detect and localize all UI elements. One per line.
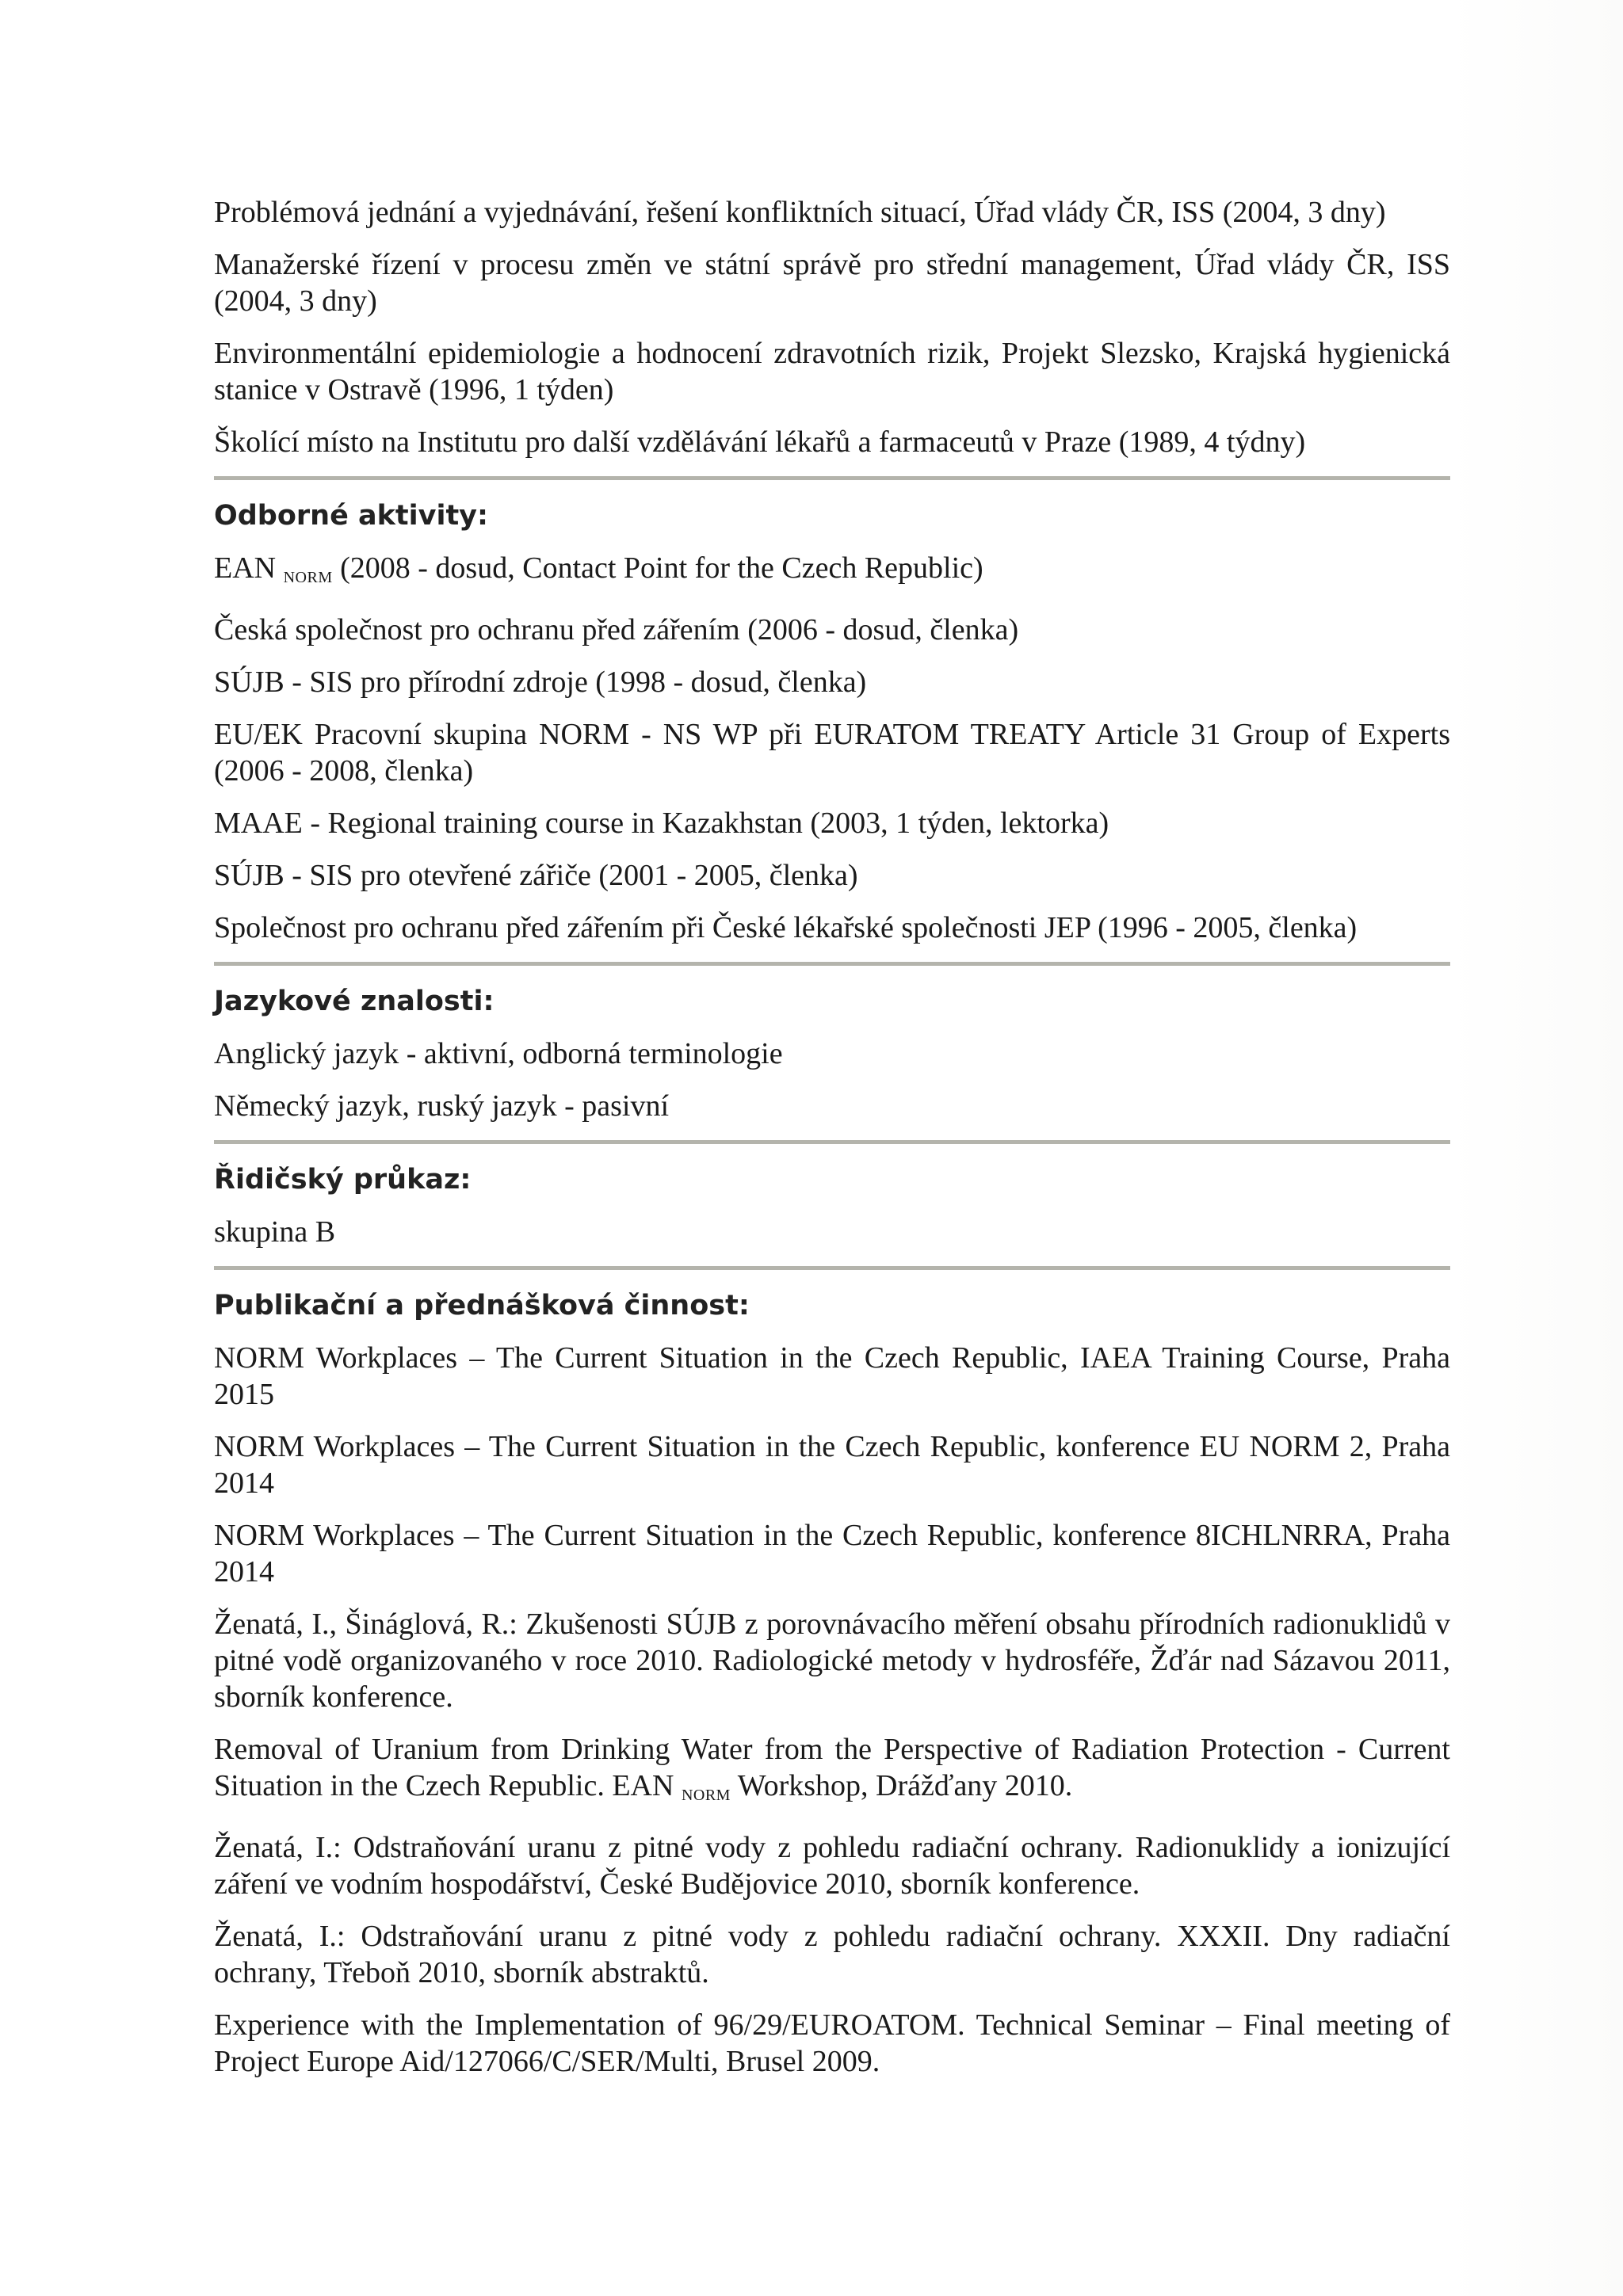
publication-item: NORM Workplaces – The Current Situation in the Czech Republic, IAEA Training Course, Praha 2015 bbox=[214, 1341, 1450, 1411]
activity-item: MAAE - Regional training course in Kazakhstan (2003, 1 týden, lektorka) bbox=[214, 807, 1109, 840]
activity-item: Česká společnost pro ochranu před zářením (2006 - dosud, členka) bbox=[214, 613, 1019, 646]
activity-item: EU/EK Pracovní skupina NORM - NS WP při EURATOM TREATY Article 31 Group of Experts (2006 - 2008, členka) bbox=[214, 718, 1450, 788]
norm-subscript: NORM bbox=[283, 569, 333, 586]
driving-license-section bbox=[214, 1161, 1450, 1250]
section-divider bbox=[214, 1140, 1450, 1144]
section-heading: Publikační a přednášková činnost: bbox=[214, 1290, 750, 1322]
language-item: Anglický jazyk - aktivní, odborná terminologie bbox=[214, 1037, 783, 1070]
training-item: Manažerské řízení v procesu změn ve státní správě pro střední management, Úřad vlády ČR, ISS (2004, 3 dny) bbox=[214, 248, 1450, 318]
section-divider bbox=[214, 476, 1450, 480]
removal-prefix: Removal of Uranium from Drinking Water from the Perspective of Radiation Protection - Current Situation in the Czech Republic. EAN bbox=[214, 1733, 1450, 1802]
section-heading: Jazykové znalosti: bbox=[214, 986, 495, 1017]
removal-suffix: Workshop, Drážďany 2010. bbox=[730, 1769, 1073, 1802]
publication-item: Ženatá, I.: Odstraňování uranu z pitné vody z pohledu radiační ochrany. Radionuklidy a ionizující záření ve vodním hospodářství, České Budějovice 2010, sborník konference. bbox=[214, 1831, 1450, 1901]
section-divider bbox=[214, 962, 1450, 966]
section-divider bbox=[214, 1266, 1450, 1270]
publication-item: Ženatá, I., Šináglová, R.: Zkušenosti SÚJB z porovnávacího měření obsahu přírodních radionuklidů v pitné vodě organizovaného v roce 2010. Radiologické metody v hydrosféře, Žďár nad Sázavou 2011, sborník konference. bbox=[214, 1608, 1450, 1714]
training-item: Environmentální epidemiologie a hodnocení zdravotních rizik, Projekt Slezsko, Krajská hygienická stanice v Ostravě (1996, 1 týden) bbox=[214, 337, 1450, 406]
norm-subscript: NORM bbox=[681, 1787, 731, 1804]
publication-item bbox=[214, 1731, 1450, 1814]
training-item: Školící místo na Institutu pro další vzdělávání lékařů a farmaceutů v Praze (1989, 4 týdny) bbox=[214, 425, 1306, 459]
cv-content bbox=[214, 194, 1450, 2096]
publication-item: NORM Workplaces – The Current Situation in the Czech Republic, konference 8ICHLNRRA, Praha 2014 bbox=[214, 1519, 1450, 1589]
ean-prefix: EAN bbox=[214, 551, 277, 585]
training-section bbox=[214, 194, 1450, 460]
publications-section bbox=[214, 1287, 1450, 2080]
activity-item: Společnost pro ochranu před zářením při České lékařské společnosti JEP (1996 - 2005, členka) bbox=[214, 911, 1358, 944]
publication-item: Ženatá, I.: Odstraňování uranu z pitné vody z pohledu radiační ochrany. XXXII. Dny radiační ochrany, Třeboň 2010, sborník abstraktů. bbox=[214, 1920, 1450, 1989]
activity-item: SÚJB - SIS pro otevřené zářiče (2001 - 2005, členka) bbox=[214, 859, 858, 892]
license-item: skupina B bbox=[214, 1215, 336, 1249]
ean-suffix: (2008 - dosud, Contact Point for the Czech Republic) bbox=[332, 551, 983, 585]
activity-item: SÚJB - SIS pro přírodní zdroje (1998 - dosud, členka) bbox=[214, 666, 867, 699]
activity-item bbox=[214, 550, 1450, 596]
publication-item: NORM Workplaces – The Current Situation in the Czech Republic, konference EU NORM 2, Praha 2014 bbox=[214, 1430, 1450, 1500]
language-item: Německý jazyk, ruský jazyk - pasivní bbox=[214, 1089, 670, 1123]
page-edge-shade bbox=[1449, 0, 1623, 2296]
publication-item: Experience with the Implementation of 96/29/EUROATOM. Technical Seminar – Final meeting of Project Europe Aid/127066/C/SER/Multi, Brusel 2009. bbox=[214, 2008, 1450, 2078]
professional-activities-section bbox=[214, 498, 1450, 946]
training-item: Problémová jednání a vyjednávání, řešení konfliktních situací, Úřad vlády ČR, ISS (2004, 3 dny) bbox=[214, 196, 1386, 229]
section-heading: Řidičský průkaz: bbox=[214, 1164, 472, 1196]
section-heading: Odborné aktivity: bbox=[214, 500, 488, 532]
language-section bbox=[214, 983, 1450, 1124]
